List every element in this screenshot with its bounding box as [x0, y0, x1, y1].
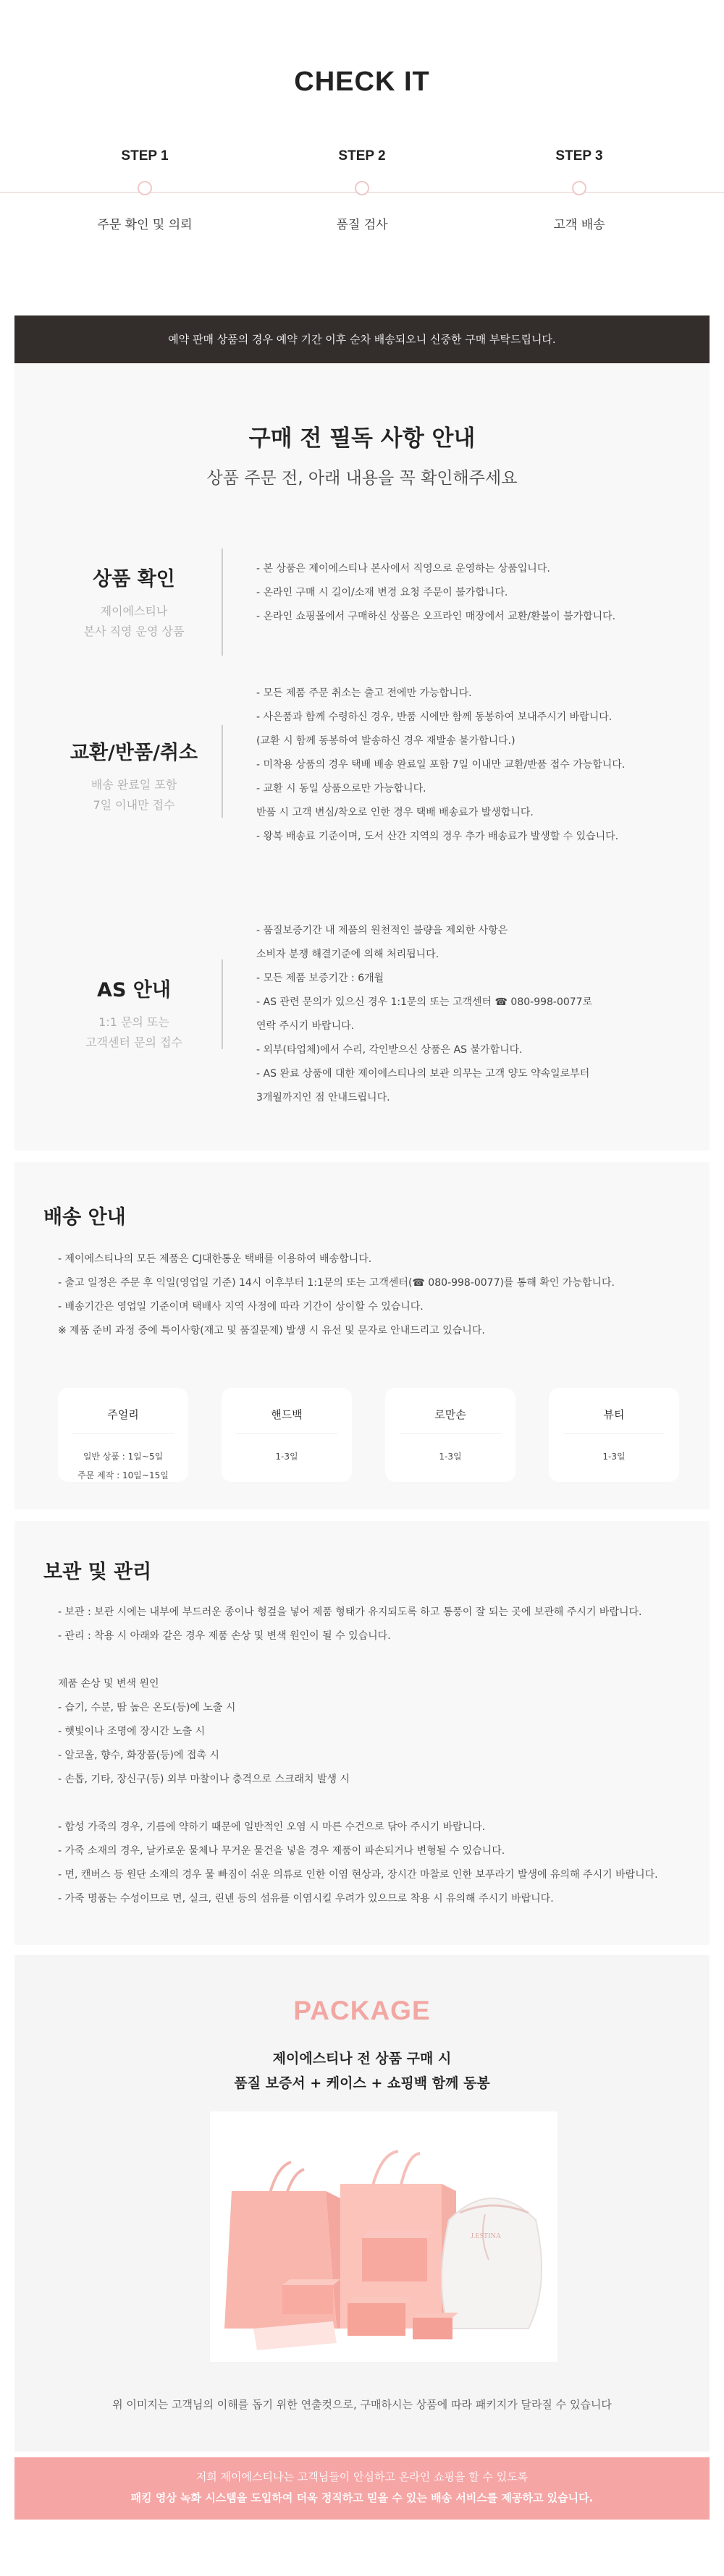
list-item: - 교환 시 동일 상품으로만 가능합니다. — [256, 783, 426, 795]
step-3 — [492, 148, 666, 232]
step-desc: 품질 검사 — [336, 218, 388, 232]
section-subtitle — [51, 775, 217, 815]
package-image — [210, 2111, 557, 2362]
card-body-line: 1-3일 — [439, 1452, 462, 1462]
list-item: - 온라인 쇼핑몰에서 구매하신 상품은 오프라인 매장에서 교환/환불이 불가합니다. — [256, 611, 616, 622]
card-title: 주얼리 — [107, 1408, 139, 1421]
check-it-title: CHECK IT — [294, 67, 430, 97]
care-panel — [14, 1521, 710, 1945]
card-body-line: 주문 제작 : 10일~15일 — [77, 1470, 169, 1480]
section-divider — [222, 959, 223, 1049]
package-illustration — [210, 2111, 557, 2362]
package-panel — [14, 1955, 710, 2452]
step-1 — [58, 148, 232, 232]
step-dot-icon — [572, 181, 586, 195]
step-dot-icon — [138, 181, 152, 195]
list-item: - 햇빛이나 조명에 장시간 노출 시 — [58, 1726, 206, 1737]
card-divider — [563, 1433, 665, 1434]
section-heading — [51, 737, 217, 815]
section-list — [256, 919, 691, 1110]
section-subtitle-line: 7일 이내만 접수 — [93, 798, 175, 812]
list-item: - 왕복 배송료 기준이며, 도서 산간 지역의 경우 추가 배송료가 발생할 수 있습니다. — [256, 831, 619, 842]
package-subtitle-line: 제이에스티나 전 상품 구매 시 — [272, 2051, 452, 2067]
card-divider — [400, 1433, 501, 1434]
package-subtitle-line: 품질 보증서 + 케이스 + 쇼핑백 함께 동봉 — [234, 2075, 490, 2091]
list-item: - 알코올, 향수, 화장품(등)에 접촉 시 — [58, 1750, 219, 1761]
list-item: - 미착용 상품의 경우 택배 배송 완료일 포함 7일 이내만 교환/반품 접수 가능합니다. — [256, 759, 626, 771]
list-item: - 가죽 명품는 수성이므로 면, 실크, 린넨 등의 섬유를 이염시킬 우려가 있으므로 착용 시 유의해 주시기 바랍니다. — [58, 1893, 554, 1905]
section-subtitle — [51, 1012, 217, 1053]
step-dot-icon — [355, 181, 369, 195]
list-item: - 제이에스티나의 모든 제품은 CJ대한통운 택배를 이용하여 배송합니다. — [58, 1253, 372, 1265]
banner-line: 저희 제이에스티나는 고객님들이 안심하고 온라인 쇼핑을 할 수 있도록 — [195, 2470, 529, 2483]
card-title: 뷰티 — [603, 1408, 625, 1421]
list-item: - 습기, 수분, 땀 높은 온도(등)에 노출 시 — [58, 1702, 236, 1713]
step-label: STEP 1 — [121, 148, 169, 164]
section-subtitle — [51, 601, 217, 642]
list-item: - 외부(타업체)에서 수리, 각인받으신 상품은 AS 불가합니다. — [256, 1044, 523, 1056]
list-item: - 온라인 구매 시 길이/소재 변경 요청 주문이 불가합니다. — [256, 587, 508, 598]
list-item: - 사은품과 함께 수령하신 경우, 반품 시에만 함께 동봉하여 보내주시기 바랍니다. — [256, 711, 613, 723]
card-body — [549, 1447, 679, 1466]
shipping-panel — [14, 1162, 710, 1509]
list-item: 반품 시 고객 변심/착오로 인한 경우 택배 배송료가 발생합니다. — [256, 807, 534, 818]
preorder-notice-bar: 예약 판매 상품의 경우 예약 기간 이후 순차 배송되오니 신중한 구매 부탁드립니다. — [14, 315, 710, 363]
step-desc: 고객 배송 — [553, 218, 605, 232]
section-heading — [51, 974, 217, 1053]
banner-line: 패킹 영상 녹화 시스템을 도입하여 더욱 정직하고 믿을 수 있는 배송 서비스를 제공하고 있습니다. — [130, 2491, 594, 2504]
card-body — [385, 1447, 515, 1466]
section-title: 교환/반품/취소 — [70, 742, 198, 764]
delivery-card-beauty — [549, 1388, 679, 1482]
card-divider — [72, 1433, 174, 1434]
step-label: STEP 2 — [338, 148, 386, 164]
section-subtitle-line: 배송 완료일 포함 — [90, 778, 177, 792]
card-body-line: 1-3일 — [275, 1452, 298, 1462]
package-caption: 위 이미지는 고객님의 이해를 돕기 위한 연출컷으로, 구매하시는 상품에 따라 패키지가 달라질 수 있습니다 — [112, 2398, 612, 2411]
list-item: 연락 주시기 바랍니다. — [256, 1020, 355, 1032]
care-title: 보관 및 관리 — [43, 1561, 152, 1583]
packing-video-banner — [14, 2457, 710, 2520]
section-divider — [222, 725, 223, 818]
list-item: - 품질보증기간 내 제품의 원천적인 불량을 제외한 사항은 — [256, 925, 508, 936]
card-body-line: 일반 상품 : 1일~5일 — [83, 1452, 164, 1462]
section-list — [256, 682, 691, 849]
section-title: AS 안내 — [97, 979, 171, 1001]
care-lines — [58, 1601, 695, 1911]
list-item: ※ 제품 준비 과정 중에 특이사항(재고 및 품질문제) 발생 시 유선 및 문자로 안내드리고 있습니다. — [58, 1325, 485, 1336]
list-item: - 손톱, 기타, 장신구(등) 외부 마찰이나 충격으로 스크래치 발생 시 — [58, 1774, 350, 1785]
list-item — [58, 1648, 695, 1672]
section-divider — [222, 548, 223, 656]
list-item: - 합성 가죽의 경우, 기름에 약하기 때문에 일반적인 오염 시 마른 수건으로 닦아 주시기 바랍니다. — [58, 1821, 486, 1833]
list-item: (교환 시 함께 동봉하여 발송하신 경우 재발송 불가합니다.) — [256, 735, 515, 747]
section-subtitle-line: 고객센터 문의 접수 — [85, 1035, 182, 1049]
list-item — [58, 1792, 695, 1816]
package-title: PACKAGE — [293, 1996, 431, 2025]
card-body — [222, 1447, 352, 1466]
shipping-title: 배송 안내 — [43, 1206, 126, 1229]
list-item: - 배송기간은 영업일 기준이며 택배사 지역 사정에 따라 기간이 상이할 수 있습니다. — [58, 1301, 424, 1313]
shipping-lines — [58, 1247, 695, 1343]
delivery-card-romanson — [385, 1388, 515, 1482]
list-item: - 면, 캔버스 등 원단 소재의 경우 물 빠짐이 쉬운 의류로 인한 이염 현상과, 장시간 마찰로 인한 보푸라기 발생에 유의해 주시기 바랍니다. — [58, 1869, 658, 1881]
list-item: - 본 상품은 제이에스티나 본사에서 직영으로 운영하는 상품입니다. — [256, 563, 550, 575]
list-item: 3개월까지인 점 안내드립니다. — [256, 1092, 390, 1103]
delivery-card-handbag — [222, 1388, 352, 1482]
delivery-period-cards — [58, 1388, 681, 1482]
delivery-card-jewelry — [58, 1388, 188, 1482]
package-subtitle — [14, 2046, 710, 2096]
section-subtitle-line: 1:1 문의 또는 — [98, 1015, 169, 1029]
card-body-line: 1-3일 — [602, 1452, 626, 1462]
list-item: 제품 손상 및 변색 원인 — [58, 1678, 159, 1690]
card-title: 핸드백 — [271, 1408, 303, 1421]
section-heading — [51, 563, 217, 642]
list-item: - 관리 : 착용 시 아래와 같은 경우 제품 손상 및 변색 원인이 될 수 있습니다. — [58, 1630, 391, 1642]
must-read-panel — [14, 363, 710, 1151]
section-subtitle-line: 본사 직영 운영 상품 — [83, 624, 185, 638]
card-body — [58, 1447, 188, 1485]
card-divider — [236, 1433, 337, 1434]
list-item: - 모든 제품 주문 취소는 출고 전에만 가능합니다. — [256, 687, 472, 699]
list-item: - AS 관련 문의가 있으신 경우 1:1문의 또는 고객센터 ☎ 080-998-0077로 — [256, 996, 593, 1008]
must-read-subtitle: 상품 주문 전, 아래 내용을 꼭 확인해주세요 — [206, 469, 518, 488]
list-item: - 출고 일정은 주문 후 익일(영업일 기준) 14시 이후부터 1:1문의 또는 고객센터(☎ 080-998-0077)를 통해 확인 가능합니다. — [58, 1277, 615, 1289]
step-progress — [0, 148, 724, 242]
pouch-logo: J.ESTINA — [471, 2232, 501, 2240]
step-label: STEP 3 — [555, 148, 603, 164]
must-read-title: 구매 전 필독 사항 안내 — [248, 425, 476, 452]
list-item: - 모든 제품 보증기간 : 6개월 — [256, 973, 384, 984]
step-2 — [275, 148, 449, 232]
list-item: 소비자 분쟁 해결기준에 의해 처리됩니다. — [256, 949, 439, 960]
card-title: 로만손 — [434, 1408, 466, 1421]
step-desc: 주문 확인 및 의뢰 — [97, 218, 193, 232]
section-subtitle-line: 제이에스티나 — [100, 604, 168, 618]
section-title: 상품 확인 — [93, 568, 175, 590]
list-item: - 가죽 소재의 경우, 날카로운 물체나 무거운 물건을 넣을 경우 제품이 파손되거나 변형될 수 있습니다. — [58, 1845, 505, 1857]
list-item: - AS 완료 상품에 대한 제이에스티나의 보관 의무는 고객 양도 약속일로부터 — [256, 1068, 590, 1080]
section-list — [256, 557, 691, 629]
list-item: - 보관 : 보관 시에는 내부에 부드러운 종이나 헝겊을 넣어 제품 형태가 유지되도록 하고 통풍이 잘 되는 곳에 보관해 주시기 바랍니다. — [58, 1606, 642, 1618]
